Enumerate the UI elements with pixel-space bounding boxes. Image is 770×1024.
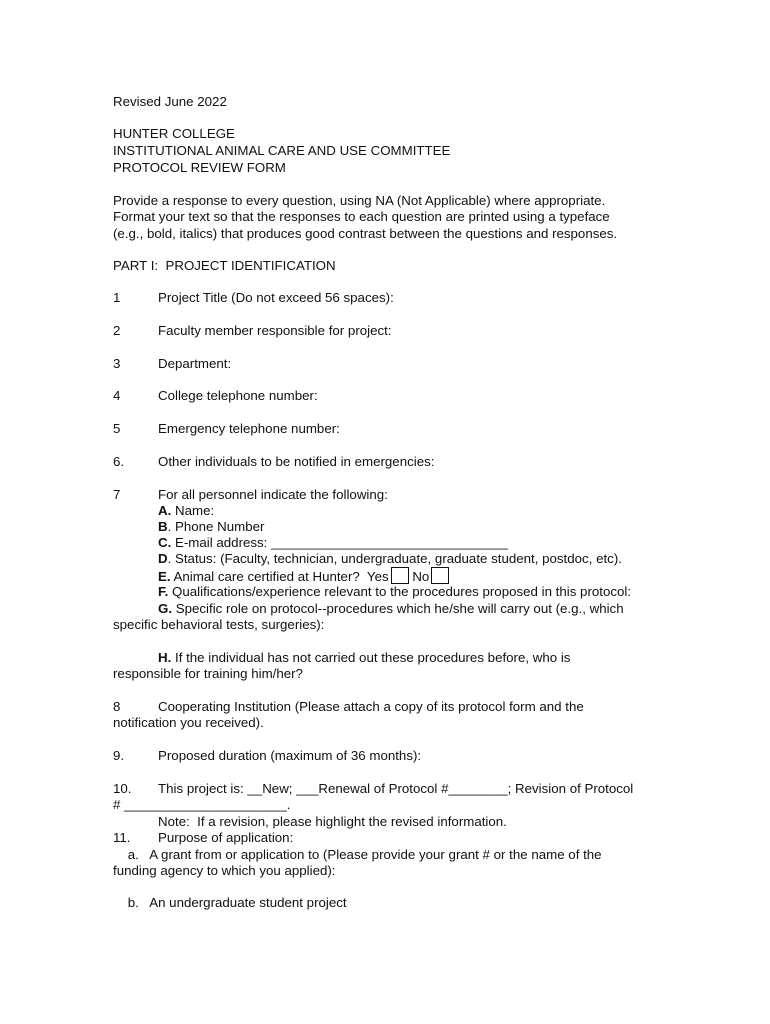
q10-text-cont: # ______________________.: [113, 797, 291, 812]
q7-b: B. Phone Number: [158, 519, 265, 534]
q10-number: 10.: [113, 781, 132, 796]
q7-text: For all personnel indicate the following:: [158, 487, 388, 502]
q10-note: Note: If a revision, please highlight the revised information.: [158, 814, 507, 829]
q9-number: 9.: [113, 748, 125, 763]
q7-number: 7: [113, 487, 121, 502]
q1-text: Project Title (Do not exceed 56 spaces):: [158, 290, 394, 305]
q7-a: A. Name:: [158, 503, 215, 518]
q5-number: 5: [113, 421, 121, 436]
q7-g: G. Specific role on protocol--procedures which he/she will carry out (e.g., which: [158, 601, 624, 616]
q8-text-cont: notification you received).: [113, 715, 264, 730]
q3-text: Department:: [158, 356, 232, 371]
intro-line-2: Format your text so that the responses to each question are printed using a typeface: [113, 209, 610, 224]
q5-text: Emergency telephone number:: [158, 421, 340, 436]
q1-number: 1: [113, 290, 121, 305]
q6-number: 6.: [113, 454, 125, 469]
q6-text: Other individuals to be notified in emergencies:: [158, 454, 435, 469]
q11-text: Purpose of application:: [158, 830, 294, 845]
q4-text: College telephone number:: [158, 388, 318, 403]
q2-text: Faculty member responsible for project:: [158, 323, 392, 338]
q7-c: C. E-mail address: ________________________________: [158, 535, 508, 550]
q11-b: b. An undergraduate student project: [113, 895, 347, 910]
part-heading: PART I: PROJECT IDENTIFICATION: [113, 258, 336, 273]
committee-name: INSTITUTIONAL ANIMAL CARE AND USE COMMITTEE: [113, 143, 451, 158]
q7-h-cont: responsible for training him/her?: [113, 666, 303, 681]
college-name: HUNTER COLLEGE: [113, 126, 235, 141]
q8-number: 8: [113, 699, 121, 714]
q7-d: D. Status: (Faculty, technician, undergraduate, graduate student, postdoc, etc).: [158, 551, 622, 566]
intro-line-1: Provide a response to every question, using NA (Not Applicable) where appropriate.: [113, 193, 606, 208]
q7-e: E. Animal care certified at Hunter? Yes No: [158, 567, 449, 585]
intro-line-3: (e.g., bold, italics) that produces good contrast between the questions and responses.: [113, 226, 618, 241]
q11-number: 11.: [113, 830, 131, 845]
revised-date: Revised June 2022: [113, 94, 227, 109]
q3-number: 3: [113, 356, 121, 371]
q2-number: 2: [113, 323, 121, 338]
q7-g-cont: specific behavioral tests, surgeries):: [113, 617, 325, 632]
q8-text: Cooperating Institution (Please attach a copy of its protocol form and the: [158, 699, 584, 714]
q7-h: H. If the individual has not carried out these procedures before, who is: [158, 650, 571, 665]
q7-f: F. Qualifications/experience relevant to the procedures proposed in this protocol:: [158, 584, 632, 599]
q9-text: Proposed duration (maximum of 36 months):: [158, 748, 422, 763]
q10-text: This project is: __New; ___Renewal of Protocol #________; Revision of Protocol: [158, 781, 634, 796]
q4-number: 4: [113, 388, 121, 403]
q11-a: a. A grant from or application to (Please provide your grant # or the name of the: [113, 847, 602, 862]
q11-a-cont: funding agency to which you applied):: [113, 863, 336, 878]
yes-checkbox[interactable]: [391, 567, 409, 584]
no-checkbox[interactable]: [431, 567, 449, 584]
form-title: PROTOCOL REVIEW FORM: [113, 160, 286, 175]
